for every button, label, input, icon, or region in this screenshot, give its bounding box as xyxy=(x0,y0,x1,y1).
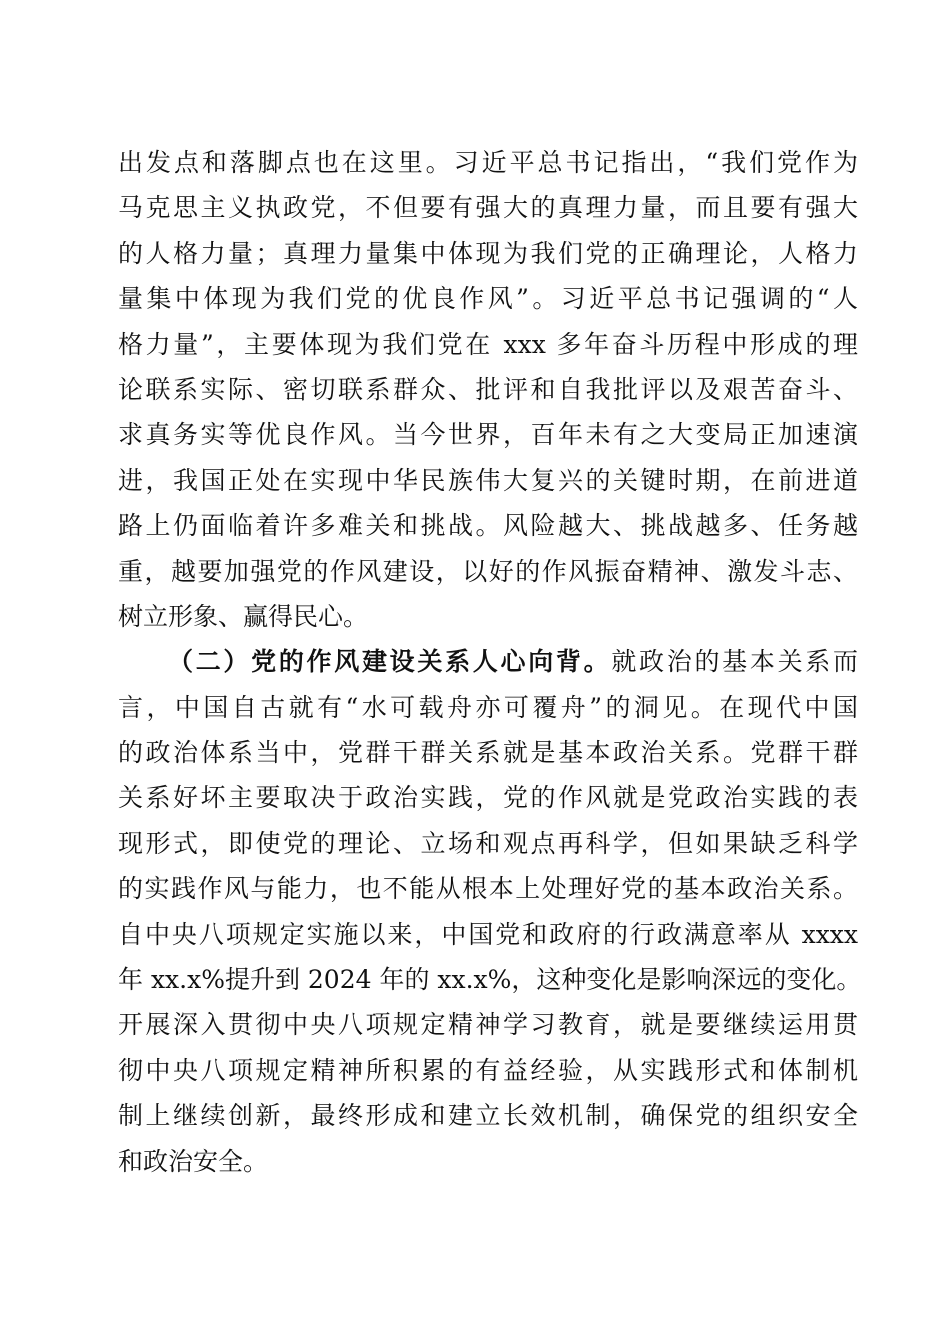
paragraph-2 xyxy=(118,639,862,1184)
paragraph-line: 进，我国正处在实现中华民族伟大复兴的关键时期，在前进道 xyxy=(118,465,858,495)
paragraph-line: 关系好坏主要取决于政治实践，党的作风就是党政治实践的表 xyxy=(118,783,858,813)
paragraph-line: 出发点和落脚点也在这里。习近平总书记指出，“我们党作为 xyxy=(118,148,858,177)
paragraph-line: 量集中体现为我们党的优良作风”。习近平总书记强调的“人 xyxy=(118,284,858,314)
paragraph-line-text: 就政治的基本关系而 xyxy=(611,647,858,677)
paragraph-line: 格力量”，主要体现为我们党在 xxx 多年奋斗历程中形成的理 xyxy=(118,329,858,359)
paragraph-line: 树立形象、赢得民心。 xyxy=(118,601,369,631)
paragraph-1 xyxy=(118,140,858,639)
document-body xyxy=(118,140,862,1184)
paragraph-line: 求真务实等优良作风。当今世界，百年未有之大变局正加速演 xyxy=(118,420,858,450)
paragraph-line: 彻中央八项规定精神所积累的有益经验，从实践形式和体制机 xyxy=(118,1055,858,1085)
paragraph-line: 年 xx.x%提升到 2024 年的 xx.x%，这种变化是影响深远的变化。 xyxy=(118,965,862,995)
paragraph-line: 制上继续创新，最终形成和建立长效机制，确保党的组织安全 xyxy=(118,1101,858,1131)
paragraph-line: 开展深入贯彻中央八项规定精神学习教育，就是要继续运用贯 xyxy=(118,1010,858,1040)
paragraph-line: 论联系实际、密切联系群众、批评和自我批评以及艰苦奋斗、 xyxy=(118,374,858,404)
paragraph-line: 重，越要加强党的作风建设，以好的作风振奋精神、激发斗志、 xyxy=(118,556,858,586)
paragraph-line: 马克思主义执政党，不但要有强大的真理力量，而且要有强大 xyxy=(118,193,858,223)
paragraph-line: 现形式，即使党的理论、立场和观点再科学，但如果缺乏科学 xyxy=(118,828,858,858)
paragraph-line: 的政治体系当中，党群干群关系就是基本政治关系。党群干群 xyxy=(118,738,858,768)
paragraph-line: 路上仍面临着许多难关和挑战。风险越大、挑战越多、任务越 xyxy=(118,511,858,541)
section-heading: （二）党的作风建设关系人心向背。 xyxy=(168,647,612,677)
paragraph-line: 自中央八项规定实施以来，中国党和政府的行政满意率从 xxxx xyxy=(118,919,858,949)
paragraph-line: 言，中国自古就有“水可载舟亦可覆舟”的洞见。在现代中国 xyxy=(118,692,858,722)
paragraph-line: 的实践作风与能力，也不能从根本上处理好党的基本政治关系。 xyxy=(118,874,858,904)
paragraph-line: 的人格力量；真理力量集中体现为我们党的正确理论，人格力 xyxy=(118,238,858,268)
paragraph-line: 和政治安全。 xyxy=(118,1146,269,1176)
paragraph-first-line xyxy=(118,639,858,684)
